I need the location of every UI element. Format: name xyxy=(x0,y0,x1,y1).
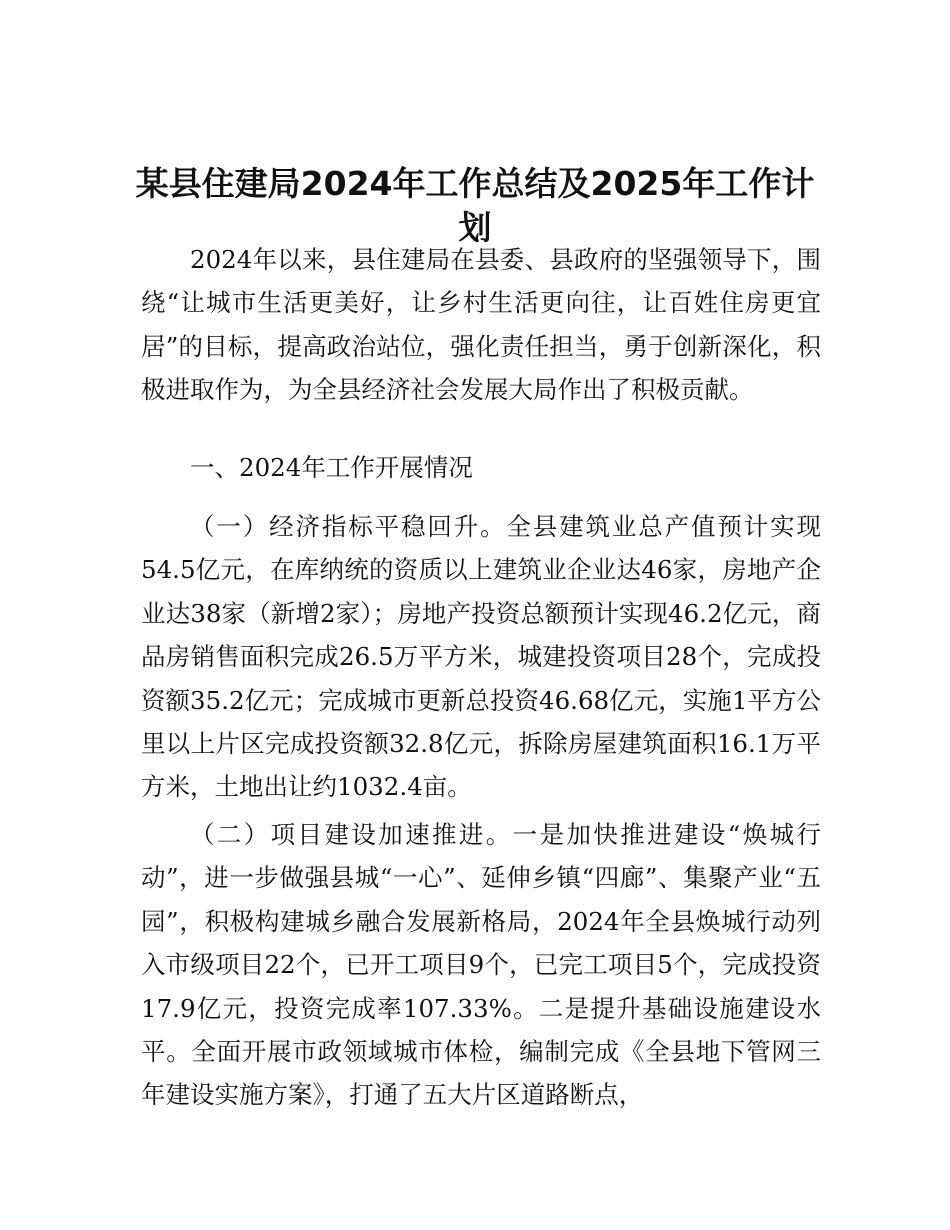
project-construction-paragraph: （二）项目建设加速推进。一是加快推进建设“焕城行动”，进一步做强县城“一心”、延伸乡镇“四廊”、集聚产业“五园”，积极构建城乡融合发展新格局，2024年全县焕城行动列入市级项目22个，已开工项目9个，已完工项目5个，完成投资17.9亿元，投资完成率107.33%。二是提升基础设施建设水平。全面开展市政领域城市体检，编制完成《全县地下管网三年建设实施方案》，打通了五大片区道路断点， xyxy=(141,820,821,1110)
document-title: 某县住建局2024年工作总结及2025年工作计划 xyxy=(135,164,815,247)
intro-paragraph: 2024年以来，县住建局在县委、县政府的坚强领导下，围绕“让城市生活更美好，让乡村生活更向往，让百姓住房更宜居”的目标，提高政治站位，强化责任担当，勇于创新深化，积极进取作为，为全县经济社会发展大局作出了积极贡献。 xyxy=(141,245,821,405)
section-heading: 一、2024年工作开展情况 xyxy=(190,453,473,482)
economic-indicators-paragraph: （一）经济指标平稳回升。全县建筑业总产值预计实现54.5亿元，在库纳统的资质以上建筑业企业达46家，房地产企业达38家（新增2家）；房地产投资总额预计实现46.2亿元，商品房销售面积完成26.5万平方米，城建投资项目28个，完成投资额35.2亿元；完成城市更新总投资46.68亿元，实施1平方公里以上片区完成投资额32.8亿元，拆除房屋建筑面积16.1万平方米，土地出让约1032.4亩。 xyxy=(141,512,821,802)
